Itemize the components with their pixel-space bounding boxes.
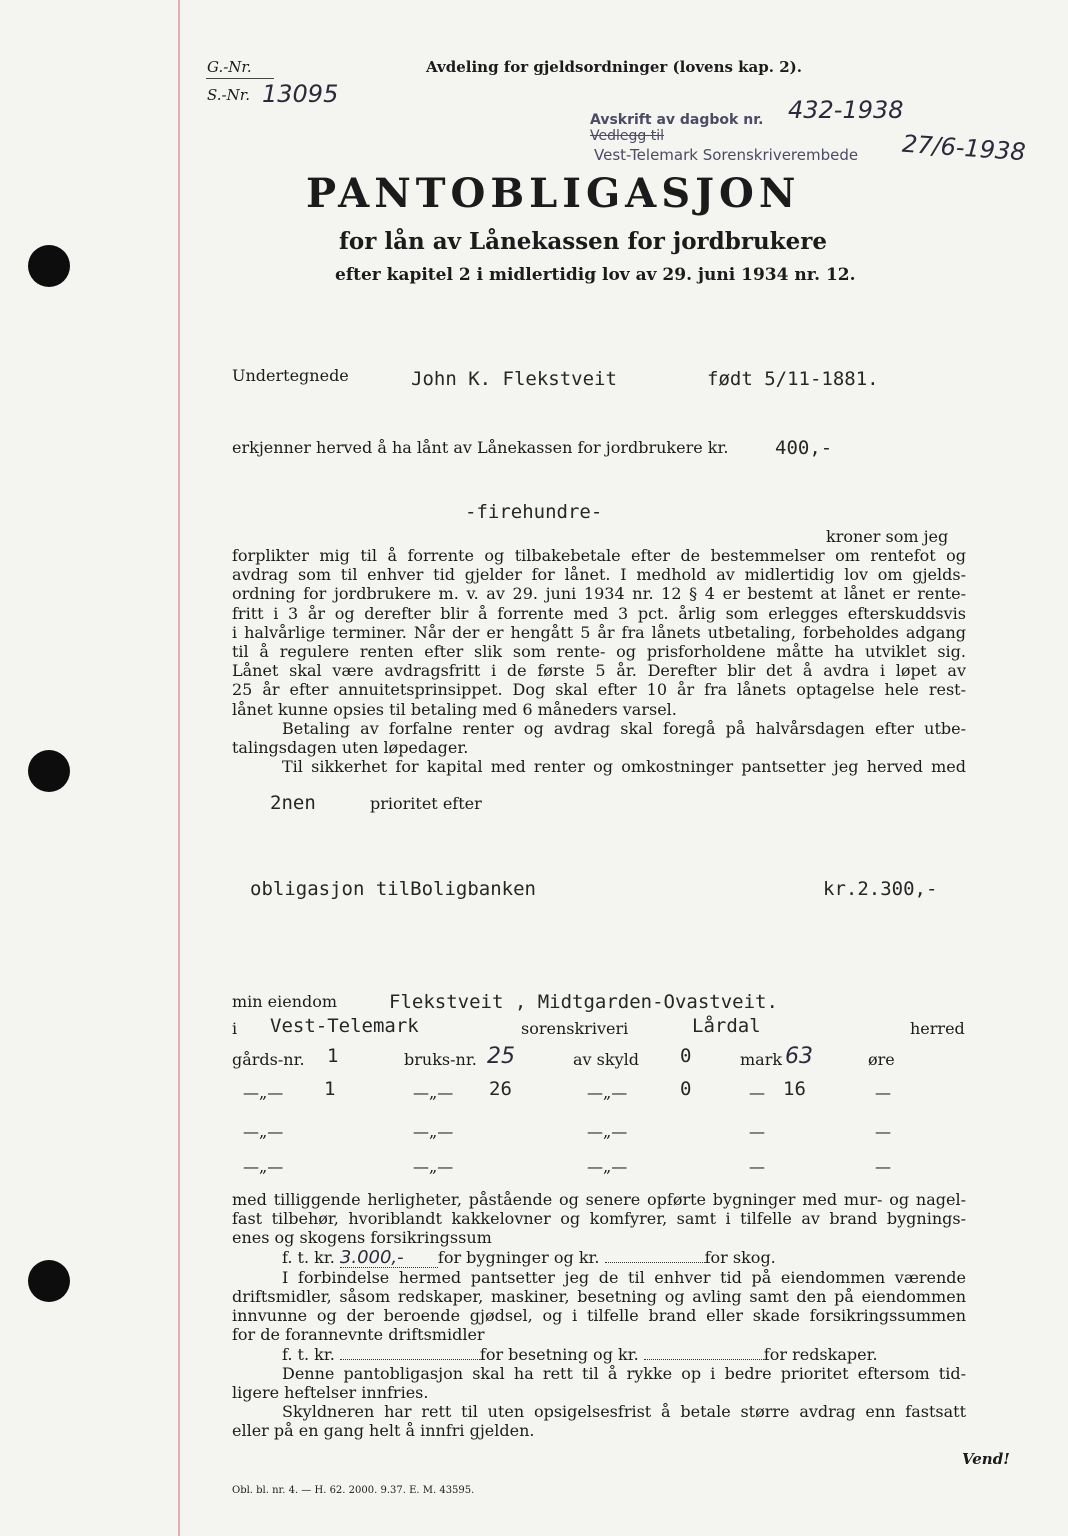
department-heading: Avdeling for gjeldsordninger (lovens kap. 2). [426, 58, 802, 76]
ft-label: f. t. kr. [282, 1344, 335, 1364]
stamp-attachment: Vedlegg til [590, 128, 664, 144]
gards-nr-value: 1 [327, 1045, 339, 1067]
ditto-mark: —„— [587, 1083, 628, 1102]
for-skog: for skog. [704, 1247, 776, 1267]
document-subtitle: for lån av Lånekassen for jordbrukere [339, 228, 827, 255]
tools-sum-field [644, 1359, 764, 1360]
for-besetning: for besetning og kr. [479, 1344, 639, 1364]
terms-line: fritt i 3 år og derefter blir å forrente med 3 pct. årlig som erlegges efterskuddsvis [232, 603, 966, 623]
s-nr-label: S.-Nr. [207, 86, 250, 104]
livestock-sum-field [340, 1359, 480, 1360]
closing-clauses [232, 1190, 966, 1441]
closing-line: driftsmidler, såsom redskaper, maskiner, besetning og avling samt den på eiendommen [232, 1287, 966, 1307]
g-nr-label: G.-Nr. [207, 58, 252, 76]
dash-mark: — [749, 1157, 765, 1176]
priority-value: 2nen [270, 792, 316, 814]
closing-line: fast tilbehør, hvoriblandt kakkelovner og komfyrer, samt i tilfelle av brand bygnings- [232, 1209, 966, 1229]
terms-line: Betaling av forfalne renter og avdrag skal foregå på halvårsdagen efter utbe- [282, 718, 966, 738]
property-label: min eiendom [232, 992, 338, 1011]
i-label: i [232, 1019, 238, 1038]
gards-nr-value: 1 [324, 1078, 336, 1100]
terms-line: avdrag som til enhver tid gjelder for lånet. I medhold av midlertidig lov om gjelds- [232, 565, 966, 585]
document-title: PANTOBLIGASJON [306, 170, 801, 217]
stamp-journal-number: 432-1938 [788, 96, 904, 124]
stamp-office: Vest-Telemark Sorenskriverembede [594, 146, 859, 164]
prior-loan-amount: kr.2.300,- [823, 878, 938, 900]
closing-line: Skyldneren har rett til uten opsigelsesfrist å betale større avdrag enn fastsatt [282, 1402, 966, 1422]
header-rule [206, 78, 274, 79]
ditto-mark: —„— [243, 1083, 284, 1102]
ditto-mark: —„— [587, 1157, 628, 1176]
closing-line: I forbindelse hermed pantsetter jeg de til enhver tid på eiendommen værende [282, 1267, 966, 1287]
debtor-name: John K. Flekstveit [411, 368, 617, 390]
s-nr-value: 13095 [262, 80, 339, 108]
herred-value: Lårdal [692, 1015, 761, 1037]
ft-label: f. t. kr. [282, 1247, 335, 1267]
terms-line: Til sikkerhet for kapital med renter og omkostninger pantsetter jeg herved med [282, 757, 966, 777]
legal-reference: efter kapitel 2 i midlertidig lov av 29. juni 1934 nr. 12. [335, 265, 856, 285]
building-sum-field [340, 1248, 438, 1268]
ditto-mark: —„— [243, 1157, 284, 1176]
terms-line: ordning for jordbrukere m. v. av 29. juni 1934 nr. 12 § 4 er bestemt at lånet er rente- [232, 584, 966, 604]
herred-label: herred [910, 1019, 965, 1038]
building-insurance-line [232, 1248, 966, 1268]
dash-mark: — [875, 1122, 891, 1141]
margin-line [178, 0, 180, 1536]
ore-label: øre [868, 1050, 895, 1069]
undersigned-label: Undertegnede [232, 366, 349, 385]
closing-line: Denne pantobligasjon skal ha rett til å rykke op i bedre prioritet eftersom tid- [282, 1363, 966, 1383]
property-district: Vest-Telemark [270, 1015, 419, 1037]
mark-label: mark [740, 1050, 783, 1069]
terms-line: i halvårlige terminer. Når der er hengått 5 år fra lånets utbetaling, forbeholdes adgang [232, 622, 966, 642]
punch-hole [28, 245, 70, 287]
terms-line: Lånet skal være avdragsfritt i de første 5 år. Derefter blir det å avdra i løpet av [232, 661, 966, 681]
closing-line: eller på en gang helt å innfri gjelden. [232, 1421, 535, 1441]
prior-loan: obligasjon tilBoligbanken [250, 878, 536, 900]
mark-value: 16 [783, 1078, 806, 1100]
loan-acknowledgement: erkjenner herved å ha lånt av Lånekassen for jordbrukere kr. [232, 438, 729, 457]
ditto-mark: —„— [243, 1122, 284, 1141]
property-name: Flekstveit , Midtgarden-Ovastveit. [389, 991, 778, 1013]
punch-hole [28, 1260, 70, 1302]
closing-line: for de forannevnte driftsmidler [232, 1325, 485, 1345]
closing-line: innvunne og der beroende gjødsel, og i tilfelle brand eller skade forsikringssummen [232, 1306, 966, 1326]
priority-label: prioritet efter [370, 794, 482, 813]
dash-mark: — [875, 1157, 891, 1176]
bruks-nr-label: bruks-nr. [404, 1050, 477, 1069]
dash-mark: — [875, 1083, 891, 1102]
skyld-value: 0 [680, 1045, 692, 1067]
ditto-mark: —„— [413, 1157, 454, 1176]
dash-mark: — [749, 1122, 765, 1141]
terms-line: forplikter mig til å forrente og tilbakebetale efter de bestemmelser om rentefot og [232, 546, 966, 565]
bruks-nr-value: 25 [487, 1044, 515, 1069]
gards-nr-label: gårds-nr. [232, 1050, 305, 1069]
ditto-mark: —„— [413, 1083, 454, 1102]
terms-line: til å regulere renten efter slik som rente- og prisforholdene måtte ha utviklet sig. [232, 642, 966, 662]
building-sum: 3.000,- [339, 1246, 404, 1268]
loan-terms [232, 546, 966, 776]
skyld-value: 0 [680, 1078, 692, 1100]
closing-line: enes og skogens forsikringssum [232, 1228, 492, 1248]
stamp-copy-of: Avskrift av dagbok nr. [590, 112, 764, 128]
ditto-mark: —„— [413, 1122, 454, 1141]
terms-line: talingsdagen uten løpedager. [232, 738, 469, 758]
terms-line: lånet kunne opsies til betaling med 6 måneders varsel. [232, 699, 677, 719]
sorenskriveri-label: sorenskriveri [521, 1019, 629, 1038]
mark-value: 63 [785, 1044, 813, 1069]
forest-sum-field [605, 1262, 705, 1263]
closing-line: med tilliggende herligheter, påstående og senere opførte bygninger med mur- og nagel- [232, 1190, 966, 1209]
for-bygninger: for bygninger og kr. [437, 1247, 600, 1267]
loan-amount-words: -firehundre- [465, 501, 603, 523]
bruks-nr-value: 26 [489, 1078, 512, 1100]
for-redskaper: for redskaper. [763, 1344, 878, 1364]
debtor-birth: født 5/11-1881. [707, 368, 879, 390]
skyld-label: av skyld [573, 1050, 639, 1069]
equipment-insurance-line [232, 1345, 966, 1364]
ditto-mark: —„— [587, 1122, 628, 1141]
closing-line: ligere heftelser innfries. [232, 1383, 429, 1403]
terms-line: 25 år efter annuitetsprinsippet. Dog skal efter 10 år fra lånets optagelse hele rest- [232, 680, 966, 700]
print-reference: Obl. bl. nr. 4. — H. 62. 2000. 9.37. E. M. 43595. [232, 1485, 475, 1496]
turn-over-label: Vend! [962, 1450, 1010, 1468]
kroner-text: kroner som jeg [826, 527, 949, 546]
dash-mark: — [749, 1083, 765, 1102]
stamp-date: 27/6-1938 [901, 129, 1027, 167]
loan-amount: 400,- [775, 437, 833, 459]
punch-hole [28, 750, 70, 792]
